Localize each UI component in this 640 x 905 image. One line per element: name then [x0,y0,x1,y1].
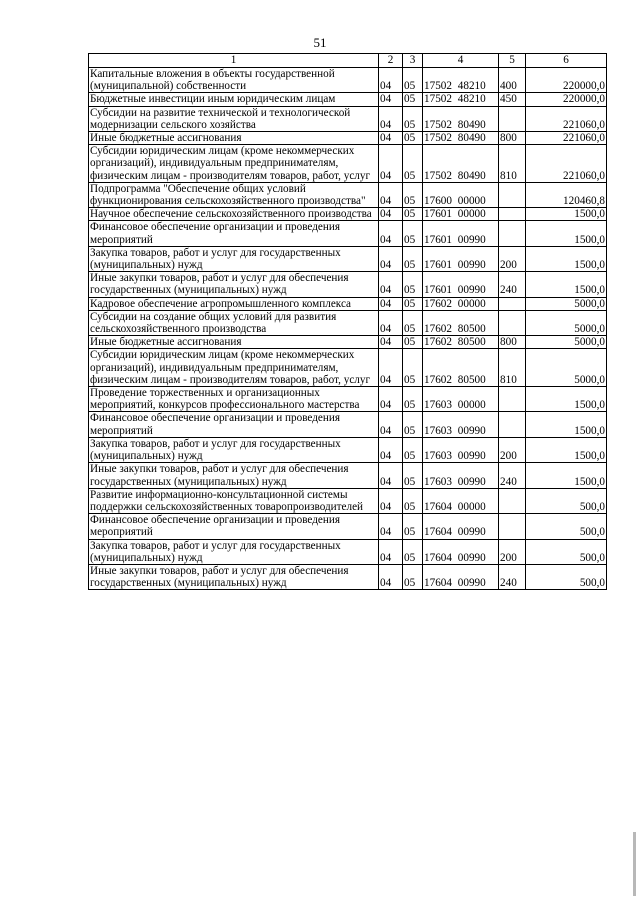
row-name-cell: Субсидии на создание общих условий для развития сельскохозяйственного производства [89,310,379,335]
subsection-code-cell: 05 [403,336,423,349]
expense-type-cell: 810 [499,349,526,387]
target-article-cell: 17502 48210 [423,68,499,93]
row-name-cell: Развитие информационно-консультационной системы поддержки сельскохозяйственных товаропроизводителей [89,488,379,513]
expense-type-cell: 200 [499,437,526,462]
amount-cell: 5000,0 [526,349,607,387]
section-code-cell: 04 [379,412,403,437]
section-code-cell: 04 [379,106,403,131]
subsection-code-cell: 05 [403,145,423,183]
row-name-cell: Иные закупки товаров, работ и услуг для обеспечения государственных (муниципальных) нужд [89,272,379,297]
table-row [89,132,607,145]
table-row [89,93,607,106]
expense-type-cell: 240 [499,272,526,297]
subsection-code-cell: 05 [403,514,423,539]
row-name-cell: Иные бюджетные ассигнования [89,336,379,349]
target-article-cell: 17602 80500 [423,336,499,349]
row-name-cell: Иные бюджетные ассигнования [89,132,379,145]
expense-type-cell [499,106,526,131]
expense-type-cell [499,297,526,310]
amount-cell: 1500,0 [526,437,607,462]
row-name-cell: Закупка товаров, работ и услуг для государственных (муниципальных) нужд [89,437,379,462]
target-article-cell: 17604 00000 [423,488,499,513]
expense-type-cell: 800 [499,132,526,145]
target-article-cell: 17603 00990 [423,463,499,488]
table-row [89,437,607,462]
amount-cell: 1500,0 [526,246,607,271]
row-name-cell: Проведение торжественных и организационных мероприятий, конкурсов профессионального мастерства [89,387,379,412]
row-name-cell: Закупка товаров, работ и услуг для государственных (муниципальных) нужд [89,539,379,564]
expense-type-cell: 240 [499,564,526,589]
target-article-cell: 17601 00000 [423,208,499,221]
amount-cell: 220000,0 [526,68,607,93]
expense-type-cell: 240 [499,463,526,488]
expense-type-cell: 800 [499,336,526,349]
amount-cell: 221060,0 [526,145,607,183]
amount-cell: 500,0 [526,514,607,539]
section-code-cell: 04 [379,68,403,93]
amount-cell: 500,0 [526,488,607,513]
table-row [89,145,607,183]
subsection-code-cell: 05 [403,539,423,564]
expense-type-cell [499,514,526,539]
amount-cell: 5000,0 [526,336,607,349]
subsection-code-cell: 05 [403,68,423,93]
target-article-cell: 17502 80490 [423,106,499,131]
expense-type-cell [499,488,526,513]
subsection-code-cell: 05 [403,463,423,488]
subsection-code-cell: 05 [403,349,423,387]
subsection-code-cell: 05 [403,106,423,131]
table-row [89,412,607,437]
amount-cell: 500,0 [526,564,607,589]
target-article-cell: 17602 80500 [423,310,499,335]
row-name-cell: Субсидии юридическим лицам (кроме некоммерческих организаций), индивидуальным предпринимателям, физическим лицам - производителям товаров, работ, услуг [89,145,379,183]
subsection-code-cell: 05 [403,488,423,513]
section-code-cell: 04 [379,208,403,221]
target-article-cell: 17603 00990 [423,412,499,437]
table-row [89,272,607,297]
expense-type-cell: 200 [499,539,526,564]
row-name-cell: Иные закупки товаров, работ и услуг для обеспечения государственных (муниципальных) нужд [89,463,379,488]
table-row [89,106,607,131]
row-name-cell: Субсидии на развитие технической и технологической модернизации сельского хозяйства [89,106,379,131]
section-code-cell: 04 [379,349,403,387]
expense-type-cell: 810 [499,145,526,183]
row-name-cell: Закупка товаров, работ и услуг для государственных (муниципальных) нужд [89,246,379,271]
section-code-cell: 04 [379,272,403,297]
section-code-cell: 04 [379,463,403,488]
expense-type-cell [499,310,526,335]
subsection-code-cell: 05 [403,221,423,246]
table-row [89,297,607,310]
section-code-cell: 04 [379,132,403,145]
expense-type-cell [499,208,526,221]
table-row [89,463,607,488]
table-header-row [89,54,607,68]
subsection-code-cell: 05 [403,297,423,310]
expense-type-cell [499,387,526,412]
section-code-cell: 04 [379,387,403,412]
expense-type-cell [499,182,526,207]
amount-cell: 1500,0 [526,272,607,297]
table-row [89,68,607,93]
amount-cell: 221060,0 [526,106,607,131]
subsection-code-cell: 05 [403,182,423,207]
budget-table [88,53,607,590]
table-row [89,336,607,349]
target-article-cell: 17601 00990 [423,246,499,271]
section-code-cell: 04 [379,221,403,246]
target-article-cell: 17600 00000 [423,182,499,207]
section-code-cell: 04 [379,336,403,349]
column-header: 5 [499,54,526,68]
section-code-cell: 04 [379,514,403,539]
column-header: 4 [423,54,499,68]
target-article-cell: 17602 00000 [423,297,499,310]
expense-type-cell [499,412,526,437]
section-code-cell: 04 [379,246,403,271]
subsection-code-cell: 05 [403,387,423,412]
table-row [89,349,607,387]
row-name-cell: Субсидии юридическим лицам (кроме некоммерческих организаций), индивидуальным предпринимателям, физическим лицам - производителям товаров, работ, услуг [89,349,379,387]
target-article-cell: 17601 00990 [423,272,499,297]
column-header: 6 [526,54,607,68]
column-header: 1 [89,54,379,68]
subsection-code-cell: 05 [403,93,423,106]
amount-cell: 5000,0 [526,297,607,310]
section-code-cell: 04 [379,488,403,513]
table-row [89,246,607,271]
table-row [89,221,607,246]
section-code-cell: 04 [379,310,403,335]
target-article-cell: 17603 00000 [423,387,499,412]
amount-cell: 221060,0 [526,132,607,145]
amount-cell: 1500,0 [526,387,607,412]
row-name-cell: Финансовое обеспечение организации и проведения мероприятий [89,514,379,539]
table-row [89,564,607,589]
target-article-cell: 17502 80490 [423,145,499,183]
row-name-cell: Научное обеспечение сельскохозяйственного производства [89,208,379,221]
column-header: 2 [379,54,403,68]
table-row [89,539,607,564]
subsection-code-cell: 05 [403,412,423,437]
subsection-code-cell: 05 [403,132,423,145]
amount-cell: 1500,0 [526,412,607,437]
section-code-cell: 04 [379,437,403,462]
target-article-cell: 17603 00990 [423,437,499,462]
expense-type-cell: 450 [499,93,526,106]
target-article-cell: 17604 00990 [423,514,499,539]
section-code-cell: 04 [379,182,403,207]
amount-cell: 1500,0 [526,463,607,488]
target-article-cell: 17601 00990 [423,221,499,246]
expense-type-cell: 200 [499,246,526,271]
amount-cell: 1500,0 [526,221,607,246]
section-code-cell: 04 [379,297,403,310]
scan-edge-mark [633,832,636,896]
row-name-cell: Финансовое обеспечение организации и проведения мероприятий [89,221,379,246]
target-article-cell: 17602 80500 [423,349,499,387]
amount-cell: 220000,0 [526,93,607,106]
table-row [89,182,607,207]
table-row [89,310,607,335]
table-row [89,488,607,513]
target-article-cell: 17502 48210 [423,93,499,106]
target-article-cell: 17604 00990 [423,539,499,564]
page-number: 51 [313,35,327,50]
expense-type-cell: 400 [499,68,526,93]
section-code-cell: 04 [379,93,403,106]
target-article-cell: 17502 80490 [423,132,499,145]
section-code-cell: 04 [379,564,403,589]
amount-cell: 5000,0 [526,310,607,335]
subsection-code-cell: 05 [403,208,423,221]
amount-cell: 1500,0 [526,208,607,221]
amount-cell: 120460,8 [526,182,607,207]
row-name-cell: Подпрограмма "Обеспечение общих условий функционирования сельскохозяйственного производства" [89,182,379,207]
row-name-cell: Бюджетные инвестиции иным юридическим лицам [89,93,379,106]
row-name-cell: Иные закупки товаров, работ и услуг для обеспечения государственных (муниципальных) нужд [89,564,379,589]
table-row [89,208,607,221]
subsection-code-cell: 05 [403,246,423,271]
row-name-cell: Кадровое обеспечение агропромышленного комплекса [89,297,379,310]
expense-type-cell [499,221,526,246]
table-row [89,387,607,412]
subsection-code-cell: 05 [403,564,423,589]
row-name-cell: Финансовое обеспечение организации и проведения мероприятий [89,412,379,437]
subsection-code-cell: 05 [403,437,423,462]
column-header: 3 [403,54,423,68]
section-code-cell: 04 [379,145,403,183]
table-row [89,514,607,539]
amount-cell: 500,0 [526,539,607,564]
target-article-cell: 17604 00990 [423,564,499,589]
subsection-code-cell: 05 [403,272,423,297]
section-code-cell: 04 [379,539,403,564]
row-name-cell: Капитальные вложения в объекты государственной (муниципальной) собственности [89,68,379,93]
subsection-code-cell: 05 [403,310,423,335]
